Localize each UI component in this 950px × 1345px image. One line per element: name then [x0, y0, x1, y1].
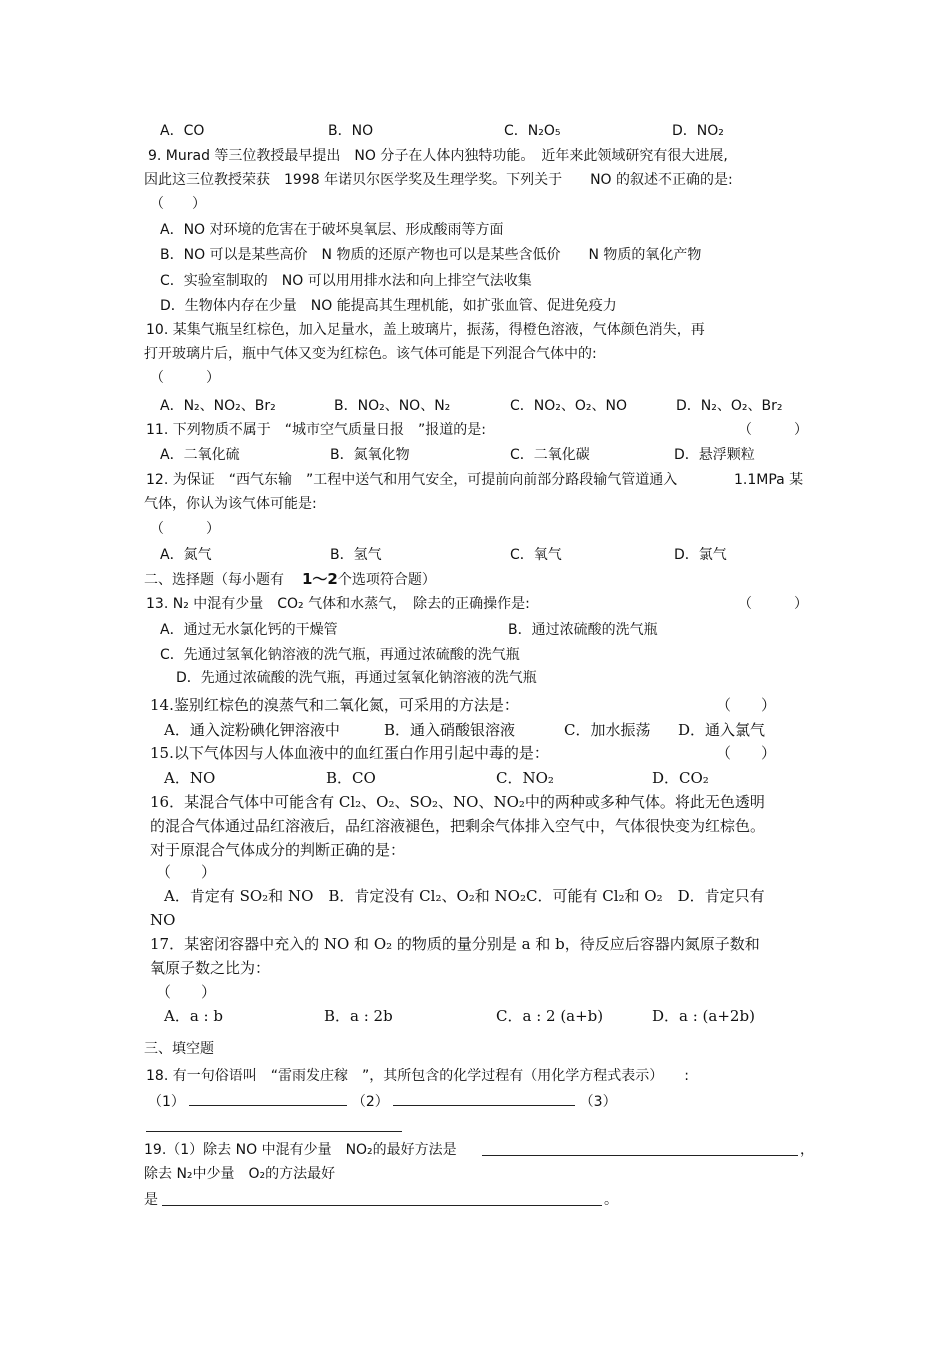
q10-option-b: B．NO₂、NO、N₂ — [334, 398, 451, 414]
q18-stem: 18. 有一句俗语叫 “雷雨发庄稼 ”，其所包含的化学过程有（用化学方程式表示） : — [146, 1068, 689, 1084]
q14-stem: 14.鉴别红棕色的溴蒸气和二氧化氮，可采用的方法是： — [150, 696, 519, 714]
q17-option-c: C．a : 2 (a+b) — [496, 1007, 604, 1025]
q14-option-a: A．通入淀粉碘化钾溶液中 — [164, 721, 340, 739]
q14-option-c: C．加水振荡 — [564, 721, 651, 739]
q15-stem: 15.以下气体因与人体血液中的血红蛋白作用引起中毒的是： — [150, 744, 549, 762]
q13-option-b: B．通过浓硫酸的洗气瓶 — [508, 622, 658, 638]
q12-option-b: B．氢气 — [330, 547, 382, 563]
q13-option-a: A．通过无水氯化钙的干燥管 — [160, 622, 338, 638]
q19-line1 — [144, 1140, 457, 1160]
q11-option-a: A．二氧化硫 — [160, 447, 240, 463]
q19-blank-1[interactable] — [482, 1155, 798, 1156]
q12-stem-line1-tail: 1.1MPa 某 — [734, 472, 804, 488]
q19-comma: ， — [800, 1142, 814, 1158]
section-2-range: 1～2 — [302, 570, 338, 588]
q13-answer-paren: （ ） — [738, 596, 808, 612]
q17-option-b: B．a : 2b — [324, 1007, 393, 1025]
q10-stem-line1: 10. 某集气瓶呈红棕色，加入足量水，盖上玻璃片，振荡，得橙色溶液，气体颜色消失，再 — [146, 322, 705, 338]
q16-stem-line1: 16．某混合气体中可能含有 Cl₂、O₂、SO₂、NO、NO₂中的两种或多种气体。将此无色透明 — [150, 793, 765, 811]
q16-stem-line3: 对于原混合气体成分的判断正确的是： — [150, 841, 406, 859]
q15-option-d: D．CO₂ — [652, 769, 709, 787]
q12-option-c: C．氧气 — [510, 547, 562, 563]
section-2-heading-part2: 个选项符合题） — [337, 572, 436, 588]
q13-stem: 13. N₂ 中混有少量 CO₂ 气体和水蒸气， 除去的正确操作是: — [146, 596, 530, 612]
q15-option-c: C．NO₂ — [496, 769, 554, 787]
q18-blank-2[interactable] — [393, 1091, 575, 1106]
q16-options: A．肯定有 SO₂和 NO B．肯定没有 Cl₂、O₂和 NO₂C．可能有 Cl₂和 O₂ D．肯定只有 — [164, 887, 765, 905]
q12-stem-line2: 气体，你认为该气体可能是: — [144, 496, 317, 512]
q8-option-a: A．CO — [160, 123, 205, 139]
q9-option-b: B．NO 可以是某些高价 N 物质的还原产物也可以是某些含低价 N 物质的氧化产物 — [160, 247, 702, 263]
q18-blanks-row — [148, 1091, 617, 1112]
q12-option-a: A．氮气 — [160, 547, 212, 563]
q12-answer-paren: （ ） — [150, 521, 220, 537]
q15-option-b: B．CO — [326, 769, 376, 787]
q10-option-d: D．N₂、O₂、Br₂ — [676, 398, 783, 414]
q19-stem-part3: 是 — [144, 1192, 158, 1208]
q15-answer-paren: （ ） — [716, 744, 777, 762]
q12-option-d: D．氯气 — [674, 547, 727, 563]
q10-stem-line2: 打开玻璃片后，瓶中气体又变为红棕色。该气体可能是下列混合气体中的: — [144, 346, 597, 362]
q19-stem-part2: 除去 N₂中少量 O₂的方法最好 — [144, 1166, 336, 1182]
q14-option-d: D．通入氯气 — [678, 721, 766, 739]
q16-options-tail: NO — [150, 911, 176, 929]
q9-option-a: A．NO 对环境的危害在于破坏臭氧层、形成酸雨等方面 — [160, 222, 504, 238]
q19-blank-2[interactable] — [162, 1205, 602, 1206]
q10-answer-paren: （ ） — [150, 370, 220, 386]
q12-stem-line1: 12. 为保证 “西气东输 ”工程中送气和用气安全，可提前向前部分路段输气管道通入 — [146, 472, 678, 488]
q11-option-b: B．氮氧化物 — [330, 447, 410, 463]
q8-option-c: C．N₂O₅ — [504, 123, 561, 139]
q17-option-a: A．a : b — [164, 1007, 223, 1025]
q10-option-a: A．N₂、NO₂、Br₂ — [160, 398, 276, 414]
q9-option-c: C．实验室制取的 NO 可以用用排水法和向上排空气法收集 — [160, 273, 532, 289]
q17-stem-line2: 氧原子数之比为： — [150, 959, 271, 977]
q14-option-b: B．通入硝酸银溶液 — [384, 721, 516, 739]
section-3-heading: 三、填空题 — [144, 1041, 214, 1057]
q9-stem-line2: 因此这三位教授荣获 1998 年诺贝尔医学奖及生理学奖。下列关于 NO 的叙述不正确的是: — [144, 172, 733, 188]
q18-blank-1[interactable] — [189, 1091, 347, 1106]
q13-option-d: D．先通过浓硫酸的洗气瓶，再通过氢氧化钠溶液的洗气瓶 — [176, 670, 537, 686]
q19-stem-part1: 19.（1）除去 NO 中混有少量 NO₂的最好方法是 — [144, 1142, 457, 1158]
q9-option-d: D．生物体内存在少量 NO 能提高其生理机能，如扩张血管、促进免疫力 — [160, 298, 617, 314]
q19-end-period: 。 — [604, 1192, 618, 1208]
q18-blank-3[interactable] — [146, 1131, 402, 1132]
q17-stem-line1: 17．某密闭容器中充入的 NO 和 O₂ 的物质的量分别是 a 和 b，待反应后容器内氮原子数和 — [150, 935, 760, 953]
q9-answer-paren: （ ） — [150, 196, 206, 212]
q17-option-d: D．a : (a+2b) — [652, 1007, 755, 1025]
section-2-heading — [144, 569, 436, 590]
q10-option-c: C．NO₂、O₂、NO — [510, 398, 628, 414]
q18-label-3: （3） — [579, 1094, 617, 1110]
q11-answer-paren: （ ） — [738, 422, 808, 438]
q8-option-b: B．NO — [328, 123, 374, 139]
q15-option-a: A．NO — [164, 769, 216, 787]
q17-answer-paren: （ ） — [156, 983, 217, 1001]
section-2-heading-part1: 二、选择题（每小题有 — [144, 572, 284, 588]
q14-answer-paren: （ ） — [716, 696, 777, 714]
q9-stem-line1: 9. Murad 等三位教授最早提出 NO 分子在人体内独特功能。 近年来此领域研究有很大进展, — [148, 148, 728, 164]
q13-option-c: C．先通过氢氧化钠溶液的洗气瓶，再通过浓硫酸的洗气瓶 — [160, 647, 520, 663]
q16-stem-line2: 的混合气体通过品红溶液后，品红溶液褪色，把剩余气体排入空气中，气体很快变为红棕色。 — [150, 817, 766, 835]
q11-stem: 11. 下列物质不属于 “城市空气质量日报 ”报道的是: — [146, 422, 486, 438]
q11-option-c: C．二氧化碳 — [510, 447, 590, 463]
q8-option-d: D．NO₂ — [672, 123, 724, 139]
q18-label-2: （2） — [351, 1094, 389, 1110]
q18-label-1: （1） — [148, 1094, 185, 1110]
q11-option-d: D．悬浮颗粒 — [674, 447, 755, 463]
q16-answer-paren: （ ） — [156, 863, 217, 881]
